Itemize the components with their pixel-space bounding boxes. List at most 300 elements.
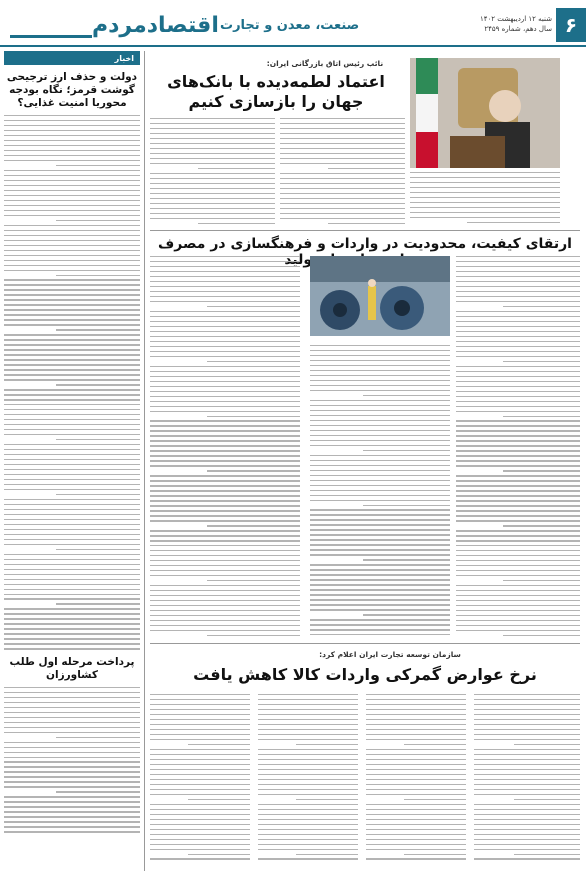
text-line <box>4 796 140 797</box>
text-line <box>150 590 300 591</box>
text-line <box>150 391 300 392</box>
text-line <box>150 754 250 755</box>
text-line <box>150 296 300 297</box>
text-line <box>310 365 450 366</box>
text-line <box>4 185 140 186</box>
text-line <box>150 183 275 184</box>
text-line <box>258 734 358 735</box>
text-line <box>258 844 358 845</box>
text-line <box>456 286 580 287</box>
text-line <box>366 714 466 715</box>
text-line <box>456 480 580 481</box>
text-line <box>207 525 300 526</box>
text-line <box>4 230 140 231</box>
text-line <box>150 396 300 397</box>
text-line <box>310 460 450 461</box>
text-line <box>150 128 275 129</box>
text-line <box>4 524 140 525</box>
text-line <box>456 266 580 267</box>
text-line <box>150 719 250 720</box>
text-line <box>474 764 580 765</box>
text-line <box>150 411 300 412</box>
text-line <box>310 514 450 515</box>
text-line <box>150 138 275 139</box>
text-line <box>456 401 580 402</box>
text-line <box>150 420 300 421</box>
text-line <box>150 804 250 805</box>
text-line <box>503 306 580 307</box>
text-line <box>4 424 140 425</box>
text-line <box>4 831 140 832</box>
sidebar-story-title-2: پرداخت مرحله اول طلب کشاورزان <box>9 655 135 681</box>
text-line <box>310 385 450 386</box>
story-divider <box>150 643 580 644</box>
text-line <box>150 381 300 382</box>
text-line <box>258 739 358 740</box>
text-line <box>310 529 450 530</box>
text-line <box>474 704 580 705</box>
text-line <box>150 759 250 760</box>
text-line <box>456 460 580 461</box>
text-line <box>150 824 250 825</box>
text-line <box>4 569 140 570</box>
text-line <box>4 474 140 475</box>
text-line <box>514 799 580 800</box>
text-line <box>150 734 250 735</box>
text-line <box>456 311 580 312</box>
text-line <box>410 177 560 178</box>
text-line <box>456 430 580 431</box>
text-line <box>258 729 358 730</box>
text-line <box>310 549 450 550</box>
section-title: صنعت، معدن و تجارت <box>220 18 360 33</box>
lead-kicker: نائب رئیس اتاق بازرگانی ایران: <box>266 59 384 68</box>
text-line <box>280 208 405 209</box>
text-line <box>150 505 300 506</box>
text-line <box>474 739 580 740</box>
text-line <box>366 794 466 795</box>
text-line <box>4 722 140 723</box>
text-line <box>474 849 580 850</box>
text-line <box>404 744 466 745</box>
text-line <box>4 579 140 580</box>
text-line <box>150 435 300 436</box>
text-line <box>456 261 580 262</box>
text-line <box>514 744 580 745</box>
text-line <box>474 794 580 795</box>
text-line <box>4 821 140 822</box>
text-line <box>363 505 450 506</box>
text-line <box>456 530 580 531</box>
text-line <box>150 198 275 199</box>
text-line <box>4 240 140 241</box>
text-line <box>150 203 275 204</box>
text-line <box>280 128 405 129</box>
text-line <box>188 854 250 855</box>
text-line <box>310 495 450 496</box>
text-line <box>310 415 450 416</box>
text-line <box>4 564 140 565</box>
text-line <box>410 217 560 218</box>
text-line <box>258 839 358 840</box>
text-line <box>456 500 580 501</box>
text-line <box>474 714 580 715</box>
text-line <box>4 489 140 490</box>
text-line <box>4 404 140 405</box>
text-line <box>456 346 580 347</box>
text-line <box>366 779 466 780</box>
text-line <box>150 133 275 134</box>
text-line <box>456 575 580 576</box>
text-line <box>474 834 580 835</box>
text-line <box>4 255 140 256</box>
text-line <box>310 430 450 431</box>
text-line <box>4 529 140 530</box>
text-line <box>456 620 580 621</box>
text-line <box>258 829 358 830</box>
text-line <box>456 555 580 556</box>
text-line <box>4 727 140 728</box>
text-line <box>4 554 140 555</box>
text-line <box>150 341 300 342</box>
text-line <box>4 747 140 748</box>
text-line <box>280 143 405 144</box>
text-line <box>474 729 580 730</box>
third-headline: نرخ عوارض گمرکی واردات کالا کاهش یافت <box>193 665 537 684</box>
text-line <box>150 769 250 770</box>
text-line <box>4 484 140 485</box>
text-line <box>310 375 450 376</box>
news-sidebar <box>4 51 140 871</box>
lead-body-col-2 <box>280 118 405 228</box>
text-line <box>4 379 140 380</box>
text-line <box>4 574 140 575</box>
text-line <box>456 560 580 561</box>
text-line <box>4 284 140 285</box>
text-line <box>150 276 300 277</box>
sidebar-story-body-2 <box>4 687 140 833</box>
text-line <box>410 207 560 208</box>
text-line <box>280 163 405 164</box>
text-line <box>4 464 140 465</box>
text-line <box>4 499 140 500</box>
text-line <box>150 704 250 705</box>
text-line <box>150 709 250 710</box>
text-line <box>150 829 250 830</box>
text-line <box>456 396 580 397</box>
text-line <box>150 819 250 820</box>
text-line <box>150 699 250 700</box>
text-line <box>456 381 580 382</box>
text-line <box>363 450 450 451</box>
text-line <box>56 737 140 738</box>
text-line <box>280 158 405 159</box>
text-line <box>310 380 450 381</box>
text-line <box>456 331 580 332</box>
text-line <box>150 749 250 750</box>
text-line <box>456 540 580 541</box>
text-line <box>258 754 358 755</box>
text-line <box>4 155 140 156</box>
svg-text:اقتصادمردم: اقتصادمردم <box>92 13 219 38</box>
text-line <box>150 460 300 461</box>
text-line <box>4 225 140 226</box>
second-body-col-2 <box>310 345 450 639</box>
text-line <box>150 153 275 154</box>
text-line <box>150 351 300 352</box>
text-line <box>366 704 466 705</box>
text-line <box>366 709 466 710</box>
text-line <box>366 814 466 815</box>
text-line <box>150 495 300 496</box>
text-line <box>456 291 580 292</box>
text-line <box>456 386 580 387</box>
text-line <box>150 520 300 521</box>
text-line <box>310 470 450 471</box>
text-line <box>310 465 450 466</box>
text-line <box>150 376 300 377</box>
text-line <box>150 694 250 695</box>
text-line <box>258 719 358 720</box>
text-line <box>310 534 450 535</box>
text-line <box>296 854 358 855</box>
text-line <box>150 739 250 740</box>
text-line <box>310 579 450 580</box>
text-line <box>310 589 450 590</box>
text-line <box>366 849 466 850</box>
text-line <box>280 123 405 124</box>
text-line <box>150 331 300 332</box>
text-line <box>363 559 450 560</box>
text-line <box>4 354 140 355</box>
text-line <box>150 336 300 337</box>
text-line <box>456 440 580 441</box>
text-line <box>150 213 275 214</box>
text-line <box>150 311 300 312</box>
second-body-col-1 <box>456 256 580 640</box>
text-line <box>310 485 450 486</box>
text-line <box>310 524 450 525</box>
text-line <box>456 366 580 367</box>
text-line <box>4 608 140 609</box>
text-line <box>310 609 450 610</box>
text-line <box>456 495 580 496</box>
text-line <box>310 584 450 585</box>
text-line <box>514 854 580 855</box>
text-line <box>150 321 300 322</box>
text-line <box>310 599 450 600</box>
text-line <box>366 739 466 740</box>
text-line <box>456 625 580 626</box>
text-line <box>150 480 300 481</box>
text-line <box>410 212 560 213</box>
text-line <box>456 420 580 421</box>
text-line <box>4 294 140 295</box>
text-line <box>258 779 358 780</box>
text-line <box>474 814 580 815</box>
text-line <box>4 613 140 614</box>
text-line <box>456 630 580 631</box>
text-line <box>4 479 140 480</box>
text-line <box>456 356 580 357</box>
text-line <box>310 564 450 565</box>
text-line <box>456 590 580 591</box>
text-line <box>4 150 140 151</box>
text-line <box>280 213 405 214</box>
text-line <box>4 811 140 812</box>
text-line <box>310 604 450 605</box>
text-line <box>4 135 140 136</box>
text-line <box>310 345 450 346</box>
text-line <box>4 279 140 280</box>
text-line <box>150 118 275 119</box>
text-line <box>474 779 580 780</box>
text-line <box>4 544 140 545</box>
text-line <box>150 515 300 516</box>
text-line <box>150 425 300 426</box>
text-line <box>56 603 140 604</box>
text-line <box>150 615 300 616</box>
factory-photo-illustration <box>310 256 450 336</box>
text-line <box>4 509 140 510</box>
text-line <box>207 361 300 362</box>
text-line <box>310 435 450 436</box>
text-line <box>150 291 300 292</box>
text-line <box>4 454 140 455</box>
text-line <box>456 406 580 407</box>
text-line <box>474 809 580 810</box>
text-line <box>503 525 580 526</box>
text-line <box>310 350 450 351</box>
text-line <box>467 222 560 223</box>
text-line <box>258 784 358 785</box>
text-line <box>150 406 300 407</box>
text-line <box>366 694 466 695</box>
text-line <box>4 235 140 236</box>
text-line <box>150 729 250 730</box>
text-line <box>150 188 275 189</box>
second-body-col-3 <box>150 256 300 640</box>
text-line <box>474 694 580 695</box>
text-line <box>150 530 300 531</box>
text-line <box>188 744 250 745</box>
text-line <box>4 618 140 619</box>
text-line <box>456 600 580 601</box>
text-line <box>150 465 300 466</box>
text-line <box>456 450 580 451</box>
text-line <box>456 535 580 536</box>
text-line <box>310 500 450 501</box>
text-line <box>366 774 466 775</box>
second-headline: ارتقای کیفیت، محدودیت در واردات و فرهنگسازی در مصرف تولید <box>158 236 572 268</box>
text-line <box>404 799 466 800</box>
text-line <box>4 781 140 782</box>
text-line <box>150 625 300 626</box>
text-line <box>4 717 140 718</box>
text-line <box>456 301 580 302</box>
text-line <box>4 742 140 743</box>
text-line <box>456 376 580 377</box>
text-line <box>456 545 580 546</box>
text-line <box>474 734 580 735</box>
text-line <box>4 210 140 211</box>
text-line <box>150 610 300 611</box>
text-line <box>4 559 140 560</box>
text-line <box>150 844 250 845</box>
text-line <box>150 809 250 810</box>
text-line <box>4 369 140 370</box>
column-divider <box>144 51 145 871</box>
text-line <box>4 519 140 520</box>
text-line <box>150 271 300 272</box>
text-line <box>4 190 140 191</box>
text-line <box>456 515 580 516</box>
text-line <box>366 804 466 805</box>
text-line <box>258 694 358 695</box>
lead-body-col-1 <box>410 172 560 227</box>
text-line <box>150 510 300 511</box>
text-line <box>4 160 140 161</box>
text-line <box>258 809 358 810</box>
text-line <box>280 173 405 174</box>
text-line <box>366 819 466 820</box>
text-line <box>4 359 140 360</box>
text-line <box>310 509 450 510</box>
text-line <box>4 638 140 639</box>
text-line <box>410 202 560 203</box>
text-line <box>456 520 580 521</box>
text-line <box>150 794 250 795</box>
third-body-col-3 <box>258 694 358 863</box>
text-line <box>4 444 140 445</box>
text-line <box>310 355 450 356</box>
text-line <box>150 148 275 149</box>
text-line <box>4 260 140 261</box>
text-line <box>4 594 140 595</box>
lead-body-col-3 <box>150 118 275 228</box>
text-line <box>456 391 580 392</box>
text-line <box>474 804 580 805</box>
text-line <box>258 714 358 715</box>
text-line <box>366 769 466 770</box>
text-line <box>150 839 250 840</box>
text-line <box>474 839 580 840</box>
text-line <box>258 824 358 825</box>
text-line <box>366 699 466 700</box>
text-line <box>207 470 300 471</box>
text-line <box>150 208 275 209</box>
text-line <box>366 759 466 760</box>
text-line <box>4 589 140 590</box>
text-line <box>4 299 140 300</box>
text-line <box>258 834 358 835</box>
text-line <box>4 419 140 420</box>
text-line <box>456 550 580 551</box>
text-line <box>150 286 300 287</box>
text-line <box>56 329 140 330</box>
text-line <box>150 560 300 561</box>
text-line <box>366 824 466 825</box>
text-line <box>310 624 450 625</box>
text-line <box>258 849 358 850</box>
text-line <box>366 719 466 720</box>
text-line <box>328 223 406 224</box>
text-line <box>4 449 140 450</box>
text-line <box>4 399 140 400</box>
text-line <box>150 570 300 571</box>
text-line <box>150 714 250 715</box>
issue-info <box>480 14 552 34</box>
